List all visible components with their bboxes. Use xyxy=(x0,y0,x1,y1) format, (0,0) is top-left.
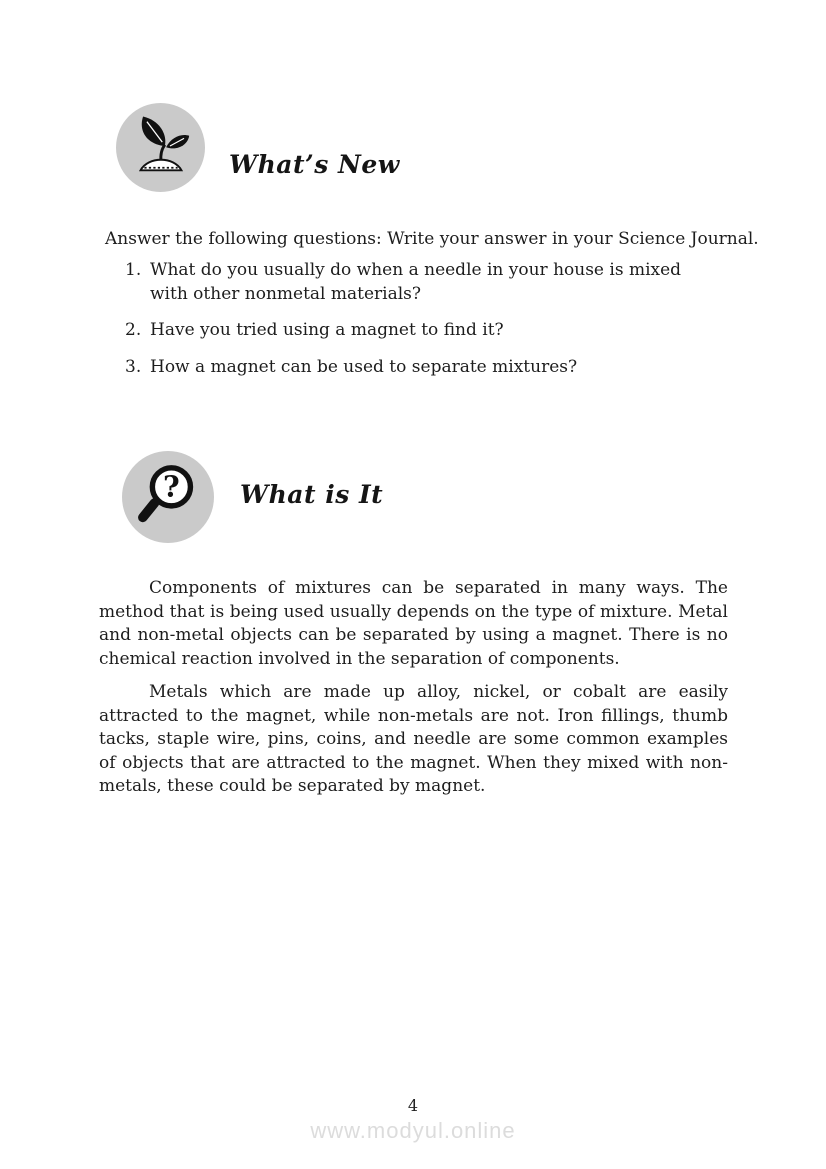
page-number: 4 xyxy=(407,1096,419,1115)
questions-intro: Answer the following questions: Write your answer in your Science Journal. xyxy=(105,229,759,249)
what-is-it-title: What is It xyxy=(240,480,384,509)
question-text: Have you tried using a magnet to find it? xyxy=(150,320,504,340)
question-text: What do you usually do when a needle in your house is mixed with other nonmetal materials? xyxy=(150,260,682,304)
question-item-3 xyxy=(125,356,720,380)
watermark-text: www.modyul.online xyxy=(310,1118,516,1143)
what-is-it-icon-circle xyxy=(122,451,214,543)
whats-new-title: What’s New xyxy=(229,150,400,179)
question-item-1 xyxy=(125,259,720,306)
body-paragraph-2: Metals which are made up alloy, nickel, or cobalt are easily attracted to the magnet, while non-metals are not. Iron fillings, thumb tacks, staple wire, pins, coins, and needle are some common examples of objects that are attracted to the magnet. When they mixed with non-metals, these could be separated by magnet. xyxy=(99,682,728,797)
svg-text:?: ? xyxy=(163,469,180,504)
question-number: 1. xyxy=(125,260,142,280)
question-item-2 xyxy=(125,319,720,343)
magnifier-question-icon xyxy=(134,461,202,533)
sprout-icon xyxy=(129,113,193,183)
question-number: 2. xyxy=(125,320,142,340)
whats-new-icon-circle xyxy=(116,103,205,192)
question-number: 3. xyxy=(125,357,142,377)
question-text: How a magnet can be used to separate mixtures? xyxy=(150,357,578,377)
body-paragraph-1: Components of mixtures can be separated in many ways. The method that is being used usually depends on the type of mixture. Metal and non-metal objects can be separated by using a magnet. There is no chemical reaction involved in the separation of components. xyxy=(99,578,728,669)
